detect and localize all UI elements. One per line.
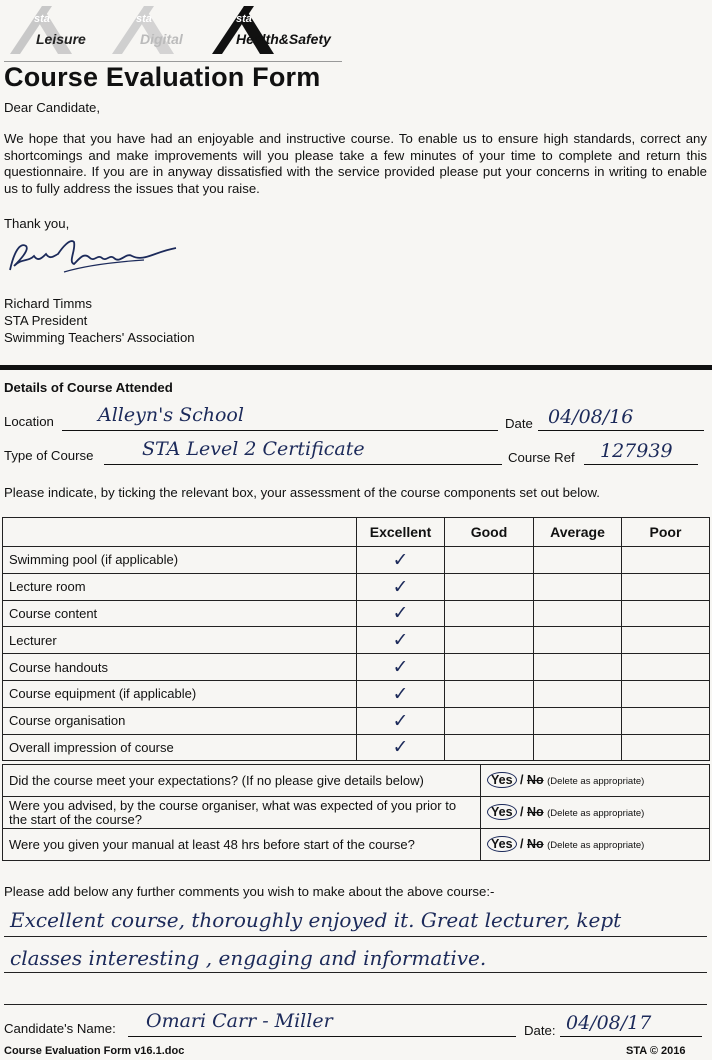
answer-cell	[481, 765, 710, 797]
tick-mark: ✓	[392, 629, 409, 652]
course-type-line	[104, 464, 502, 465]
delete-note: (Delete as appropriate)	[547, 776, 645, 787]
comment-line-1: Excellent course, thoroughly enjoyed it. Great lecturer, kept	[10, 908, 622, 932]
course-ref-line	[584, 464, 698, 465]
question-text: Did the course meet your expectations? (If no please give details below)	[3, 765, 481, 797]
row-label: Lecture room	[3, 573, 357, 600]
question-text: Were you advised, by the course organiser, what was expected of you prior to the start of the course?	[3, 797, 481, 829]
yes-circled: Yes	[487, 772, 517, 788]
footer-copyright: STA © 2016	[626, 1045, 686, 1057]
location-line	[62, 430, 498, 431]
question-row	[3, 797, 710, 829]
yes-circled: Yes	[487, 804, 517, 820]
delete-note: (Delete as appropriate)	[547, 840, 645, 851]
answer-sep: /	[516, 773, 527, 787]
candidate-name-line	[128, 1036, 516, 1037]
course-ref-label: Course Ref	[508, 450, 575, 465]
table-row	[3, 573, 710, 600]
answer-sep: /	[516, 837, 527, 851]
table-row	[3, 707, 710, 734]
question-row	[3, 765, 710, 797]
candidate-date-label: Date:	[524, 1023, 556, 1038]
signer-name: Richard Timms	[4, 296, 92, 311]
sta-health-safety-logo: sta Health&Safety	[210, 4, 350, 60]
section-divider	[0, 365, 712, 370]
location-value: Alleyn's School	[98, 404, 244, 426]
row-label: Course handouts	[3, 654, 357, 681]
rating-table	[2, 517, 710, 761]
answer-cell	[481, 797, 710, 829]
course-type-value: STA Level 2 Certificate	[142, 438, 365, 460]
tick-mark: ✓	[392, 682, 409, 705]
sta-digital-logo: sta Digital	[110, 4, 220, 60]
comment-rule-2	[4, 972, 707, 973]
location-label: Location	[4, 414, 54, 429]
row-label: Lecturer	[3, 627, 357, 654]
candidate-name-label: Candidate's Name:	[4, 1021, 116, 1036]
tick-mark: ✓	[392, 575, 409, 598]
table-row	[3, 600, 710, 627]
row-label: Swimming pool (if applicable)	[3, 547, 357, 574]
questions-table	[2, 764, 710, 861]
sta-leisure-logo: sta Leisure	[8, 4, 118, 60]
instructions: Please indicate, by ticking the relevant box, your assessment of the course components set out below.	[4, 485, 600, 500]
no-struck: No	[526, 773, 544, 787]
question-text: Were you given your manual at least 48 hrs before start of the course?	[3, 829, 481, 861]
course-ref-value: 127939	[600, 440, 673, 462]
date-label: Date	[505, 416, 533, 431]
delete-note: (Delete as appropriate)	[547, 808, 645, 819]
tick-mark: ✓	[392, 548, 409, 571]
comments-prompt: Please add below any further comments you wish to make about the above course:-	[4, 884, 495, 899]
intro-paragraph: We hope that you have had an enjoyable and instructive course. To enable us to ensure high standards, correct any shortcomings and make improvements will you please take a few minutes of your time to complete and return this questionnaire. If you are in anyway dissatisfied with the service provided please put your concerns in writing to enable us to fully address the issues that you raise.	[4, 131, 707, 196]
header-good: Good	[445, 518, 534, 547]
table-row	[3, 734, 710, 761]
answer-sep: /	[516, 805, 527, 819]
table-row	[3, 654, 710, 681]
header-poor: Poor	[622, 518, 710, 547]
row-label: Course equipment (if applicable)	[3, 680, 357, 707]
greeting: Dear Candidate,	[4, 100, 101, 115]
logo-row	[8, 4, 348, 60]
details-heading: Details of Course Attended	[4, 380, 173, 395]
tick-mark: ✓	[392, 602, 409, 625]
row-label: Course organisation	[3, 707, 357, 734]
comment-rule-3	[4, 1004, 707, 1005]
candidate-date: 04/08/17	[566, 1012, 652, 1034]
page-title: Course Evaluation Form	[4, 62, 321, 92]
header-average: Average	[534, 518, 622, 547]
signer-role: STA President	[4, 313, 88, 328]
date-line	[538, 430, 704, 431]
date-value: 04/08/16	[548, 406, 634, 428]
tick-mark: ✓	[392, 709, 409, 732]
footer-doc-name: Course Evaluation Form v16.1.doc	[4, 1045, 185, 1057]
no-struck: No	[526, 837, 544, 851]
row-label: Overall impression of course	[3, 734, 357, 761]
row-label: Course content	[3, 600, 357, 627]
tick-mark: ✓	[392, 656, 409, 679]
thanks: Thank you,	[4, 216, 70, 231]
course-type-label: Type of Course	[4, 448, 94, 463]
rating-header-row	[3, 518, 710, 547]
no-struck: No	[526, 805, 544, 819]
comment-rule-1	[4, 936, 707, 937]
header-blank	[3, 518, 357, 547]
question-row	[3, 829, 710, 861]
answer-cell	[481, 829, 710, 861]
signature	[4, 232, 184, 280]
candidate-date-line	[560, 1036, 702, 1037]
candidate-name: Omari Carr - Miller	[146, 1010, 333, 1032]
header-excellent: Excellent	[357, 518, 445, 547]
yes-circled: Yes	[487, 836, 517, 852]
table-row	[3, 627, 710, 654]
signer-org: Swimming Teachers' Association	[4, 330, 195, 345]
comment-line-2: classes interesting , engaging and informative.	[10, 946, 487, 970]
table-row	[3, 680, 710, 707]
tick-mark: ✓	[392, 736, 409, 759]
table-row	[3, 547, 710, 574]
